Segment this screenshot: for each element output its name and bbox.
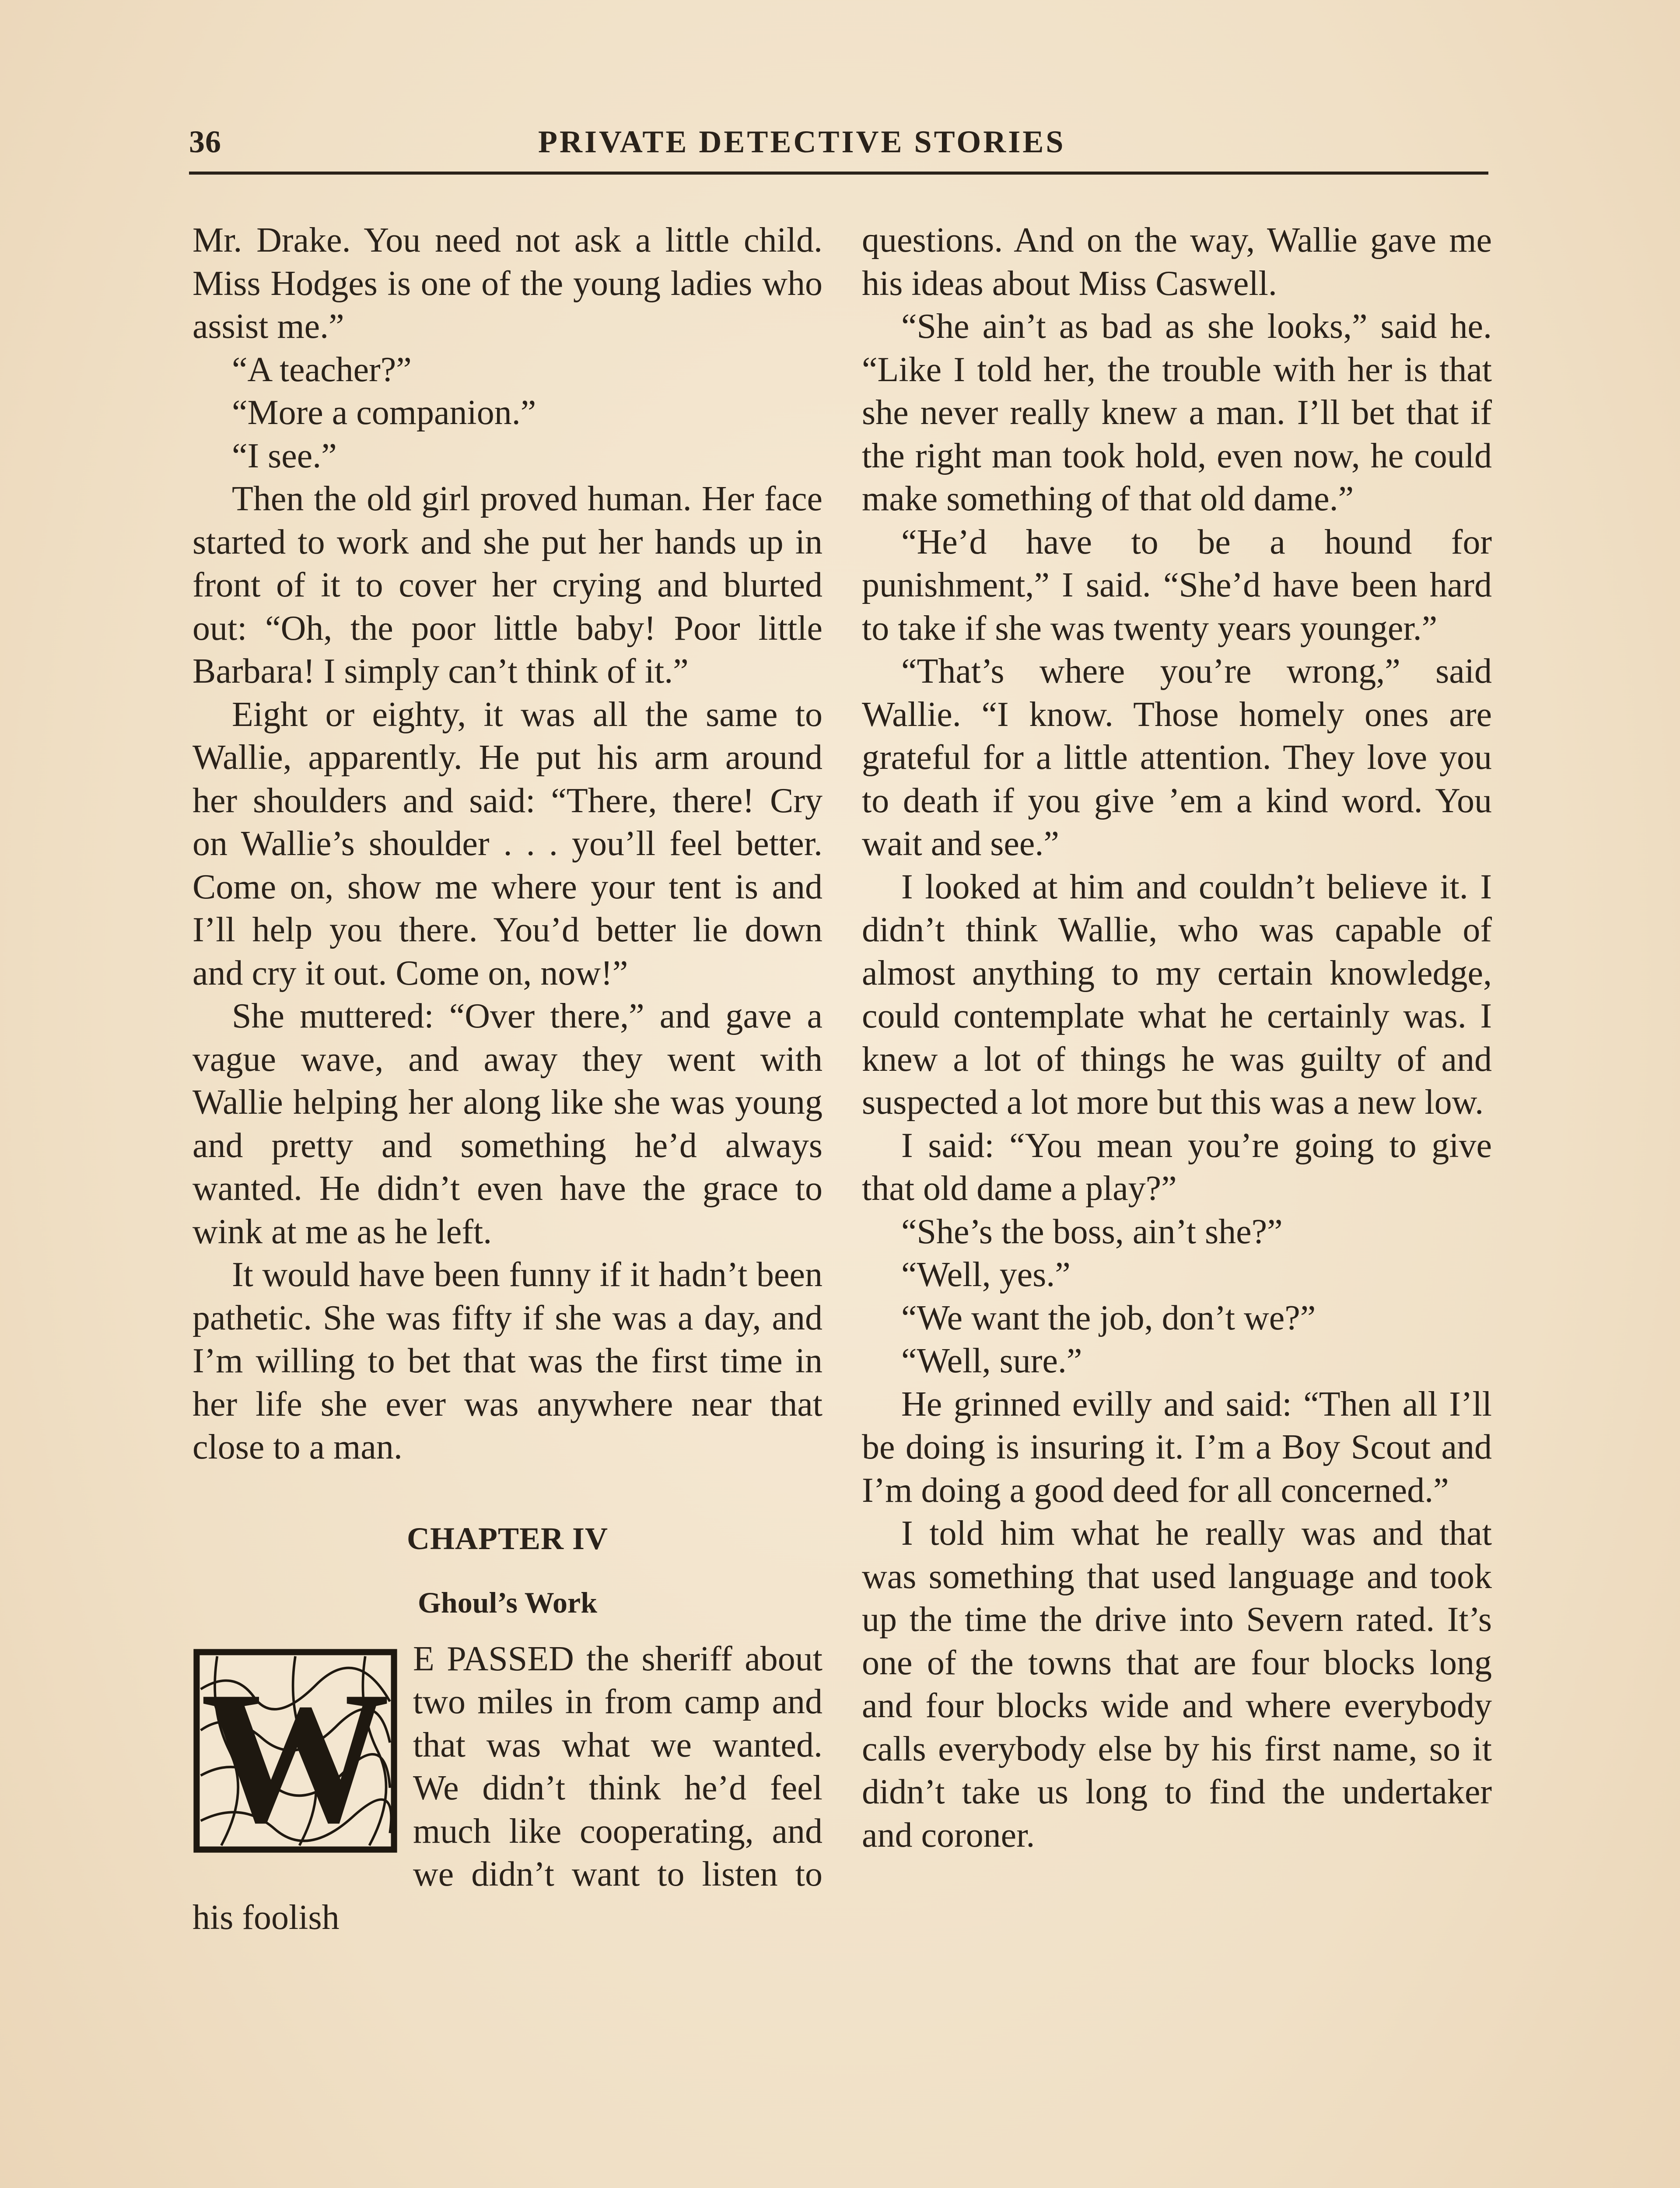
left-column	[192, 219, 822, 1939]
header-rule	[189, 172, 1488, 175]
paragraph: “She ain’t as bad as she looks,” said he. “Like I told her, the trouble with her is that she never really knew a man. I’ll bet that if the right man took hold, even now, he could make something of that old dame.”	[862, 307, 1492, 518]
paragraph: “We want the job, don’t we?”	[901, 1298, 1316, 1337]
paragraph: Eight or eighty, it was all the same to Wallie, apparently. He put his arm around her shoulders and said: “There, there! Cry on Wallie’s shoulder . . . you’ll feel better. Come on, show me where your tent is and I’ll help you there. You’d better lie down and cry it out. Come on, now!”	[192, 695, 822, 992]
paragraph: She muttered: “Over there,” and gave a vague wave, and away they went with Wallie helping her along like she was young and pretty and something he’d always wanted. He didn’t even have the grace to wink at me as he left.	[192, 997, 822, 1251]
paragraph: It would have been funny if it hadn’t been pathetic. She was fifty if she was a day, and I’m willing to bet that was the first time in her life she ever was anywhere near that close to a man.	[192, 1255, 822, 1466]
paragraph: Then the old girl proved human. Her face started to work and she put her hands up in front of it to cover her crying and blurted out: “Oh, the poor little baby! Poor little Barbara! I simply can’t think of it.”	[192, 480, 822, 691]
paragraph: “She’s the boss, ain’t she?”	[901, 1212, 1283, 1251]
chapter-title: Ghoul’s Work	[417, 1586, 598, 1619]
paragraph: “A teacher?”	[232, 350, 412, 389]
paragraph: “That’s where you’re wrong,” said Wallie. “I know. Those homely ones are grateful for a little attention. They love you to death if you give ’em a kind word. You wait and see.”	[862, 652, 1492, 863]
paragraph: “He’d have to be a hound for punishment,” I said. “She’d have been hard to take if she was twenty years younger.”	[862, 522, 1492, 648]
right-column	[862, 219, 1492, 1857]
decorative-dropcap	[192, 1648, 398, 1854]
paragraph: He grinned evilly and said: “Then all I’ll be doing is insuring it. I’m a Boy Scout and I’m doing a good deed for all concerned.”	[862, 1385, 1492, 1510]
dropcap-w-icon	[192, 1648, 398, 1854]
paragraph: “Well, yes.”	[901, 1255, 1071, 1294]
page-number: 36	[189, 124, 221, 159]
paragraph: questions. And on the way, Wallie gave me his ideas about Miss Caswell.	[862, 221, 1492, 303]
paragraph: “Well, sure.”	[901, 1342, 1082, 1380]
paragraph: I looked at him and couldn’t believe it. I didn’t think Wallie, who was capable of almost anything to my certain knowledge, could contemplate what he certainly was. I knew a lot of things he was guilty of and suspected a lot more but this was a new low.	[862, 867, 1492, 1122]
paragraph: I told him what he really was and that was something that used language and took up the time the drive into Severn rated. It’s one of the towns that are four blocks long and four blocks wide and where everybody calls everybody else by his first name, so it didn’t take us long to find the undertaker and coroner.	[862, 1514, 1492, 1855]
svg-text:W: W	[200, 1652, 390, 1854]
paragraph: “More a companion.”	[232, 393, 536, 432]
running-head-title: PRIVATE DETECTIVE STORIES	[538, 124, 1066, 159]
paragraph: Mr. Drake. You need not ask a little child. Miss Hodges is one of the young ladies who assist me.”	[192, 221, 822, 346]
paragraph: I said: “You mean you’re going to give that old dame a play?”	[862, 1126, 1492, 1208]
chapter-heading: CHAPTER IV	[406, 1521, 609, 1556]
paragraph: “I see.”	[232, 436, 337, 475]
chapter-opening: E PASSED the sheriff about two miles in from camp and that was what we wanted. We didn’t think he’d feel much like cooperating, and we didn’t want to listen to his foolish	[192, 1639, 822, 1937]
